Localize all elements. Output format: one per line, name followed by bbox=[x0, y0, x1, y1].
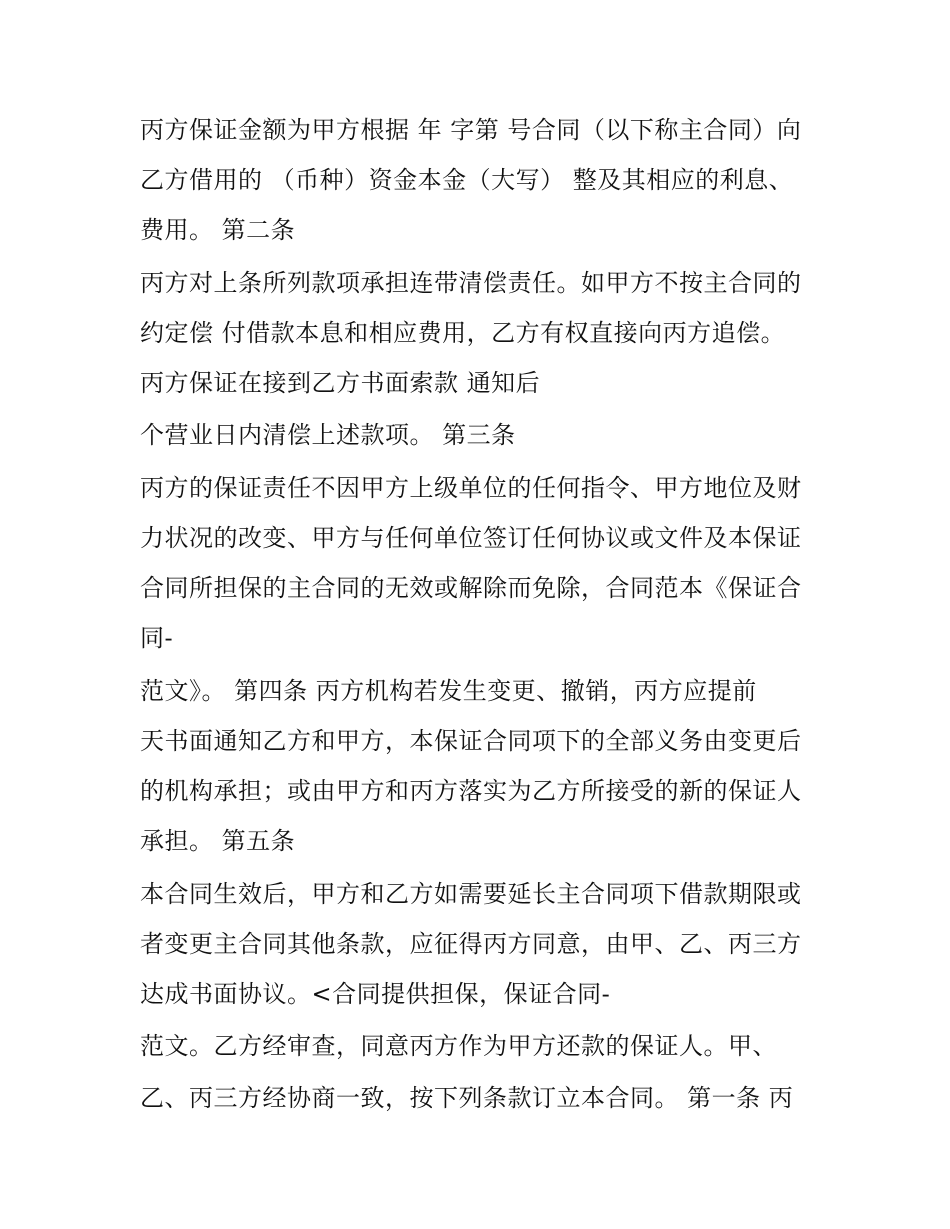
text-line: 乙、丙三方经协商一致，按下列条款订立本合同。 第一条 丙 bbox=[140, 1084, 794, 1112]
text-line: 力状况的改变、甲方与任何单位签订任何协议或文件及本保证 bbox=[140, 524, 802, 552]
text-line: 天书面通知乙方和甲方，本保证合同项下的全部义务由变更后 bbox=[140, 727, 802, 755]
text-line: 承担。 第五条 bbox=[140, 827, 296, 855]
text-line: 范文》。 第四条 丙方机构若发生变更、撤销，丙方应提前 bbox=[140, 677, 757, 705]
text-line: 合同所担保的主合同的无效或解除而免除，合同范本《保证合 bbox=[140, 574, 802, 602]
text-line: 丙方的保证责任不因甲方上级单位的任何指令、甲方地位及财 bbox=[140, 474, 802, 502]
text-line: 乙方借用的 （币种）资金本金（大写） 整及其相应的利息、 bbox=[140, 166, 794, 194]
text-line: 个营业日内清偿上述款项。 第三条 bbox=[140, 421, 516, 449]
text-line: 范文。乙方经审查，同意丙方作为甲方还款的保证人。甲、 bbox=[140, 1032, 777, 1060]
text-line: 约定偿 付借款本息和相应费用，乙方有权直接向丙方追偿。 bbox=[140, 319, 786, 347]
text-line: 丙方对上条所列款项承担连带清偿责任。如甲方不按主合同的 bbox=[140, 269, 802, 297]
text-line: 同- bbox=[140, 624, 174, 652]
text-line: 丙方保证金额为甲方根据 年 字第 号合同（以下称主合同）向 bbox=[140, 116, 802, 144]
text-line: 达成书面协议。<合同提供担保，保证合同- bbox=[140, 980, 611, 1008]
text-line: 丙方保证在接到乙方书面索款 通知后 bbox=[140, 369, 541, 397]
text-line: 本合同生效后，甲方和乙方如需要延长主合同项下借款期限或 bbox=[140, 880, 802, 908]
text-line: 的机构承担；或由甲方和丙方落实为乙方所接受的新的保证人 bbox=[140, 777, 802, 805]
text-line: 费用。 第二条 bbox=[140, 216, 296, 244]
text-line: 者变更主合同其他条款，应征得丙方同意，由甲、乙、丙三方 bbox=[140, 930, 802, 958]
